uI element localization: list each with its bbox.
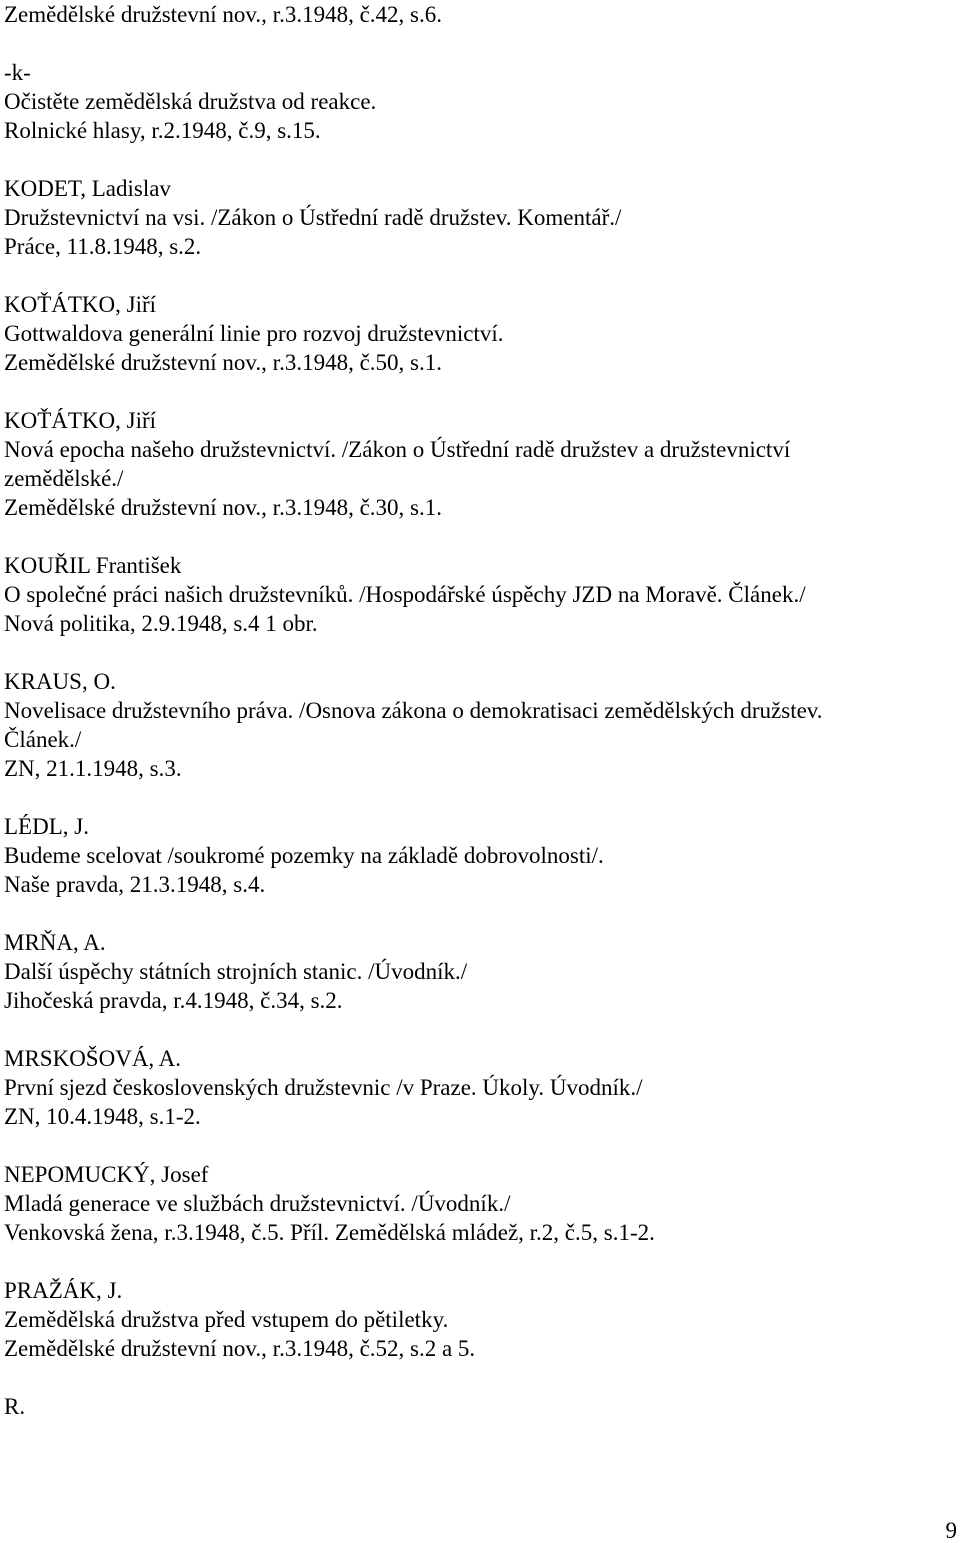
entry-title: Mladá generace ve službách družstevnictví. /Úvodník./ <box>4 1191 511 1216</box>
entry-title-continued: Článek./ <box>4 727 82 752</box>
bibliography-entry <box>4 1044 954 1131</box>
entry-author: MRSKOŠOVÁ, A. <box>4 1046 182 1071</box>
entry-source: Zemědělské družstevní nov., r.3.1948, č.50, s.1. <box>4 350 442 375</box>
bibliography-entry <box>4 406 954 522</box>
entry-author: PRAŽÁK, J. <box>4 1278 123 1303</box>
entry-source: ZN, 10.4.1948, s.1-2. <box>4 1104 201 1129</box>
entry-source: Práce, 11.8.1948, s.2. <box>4 234 202 259</box>
entry-author: KOŤÁTKO, Jiří <box>4 408 157 433</box>
entry-source: ZN, 21.1.1948, s.3. <box>4 756 182 781</box>
entry-author: MRŇA, A. <box>4 930 106 955</box>
entry-source: Rolnické hlasy, r.2.1948, č.9, s.15. <box>4 118 321 143</box>
bibliography-page <box>4 0 954 1450</box>
entry-source: Naše pravda, 21.3.1948, s.4. <box>4 872 266 897</box>
entry-source: Zemědělské družstevní nov., r.3.1948, č.30, s.1. <box>4 495 442 520</box>
entry-source: Nová politika, 2.9.1948, s.4 1 obr. <box>4 611 318 636</box>
bibliography-entry <box>4 1276 954 1363</box>
entry-author: R. <box>4 1394 26 1419</box>
bibliography-entry <box>4 58 954 145</box>
bibliography-entry <box>4 290 954 377</box>
entry-title: Novelisace družstevního práva. /Osnova zákona o demokratisaci zemědělských družstev. <box>4 698 823 723</box>
entry-title: Zemědělská družstva před vstupem do pětiletky. <box>4 1307 449 1332</box>
bibliography-entry <box>4 667 954 783</box>
page-number: 9 <box>945 1518 957 1543</box>
entry-source: Zemědělské družstevní nov., r.3.1948, č.52, s.2 a 5. <box>4 1336 476 1361</box>
entry-author: KODET, Ladislav <box>4 176 171 201</box>
entry-title: Další úspěchy státních strojních stanic. /Úvodník./ <box>4 959 468 984</box>
entry-author: NEPOMUCKÝ, Josef <box>4 1162 209 1187</box>
entry-title: O společné práci našich družstevníků. /Hospodářské úspěchy JZD na Moravě. Článek./ <box>4 582 806 607</box>
bibliography-entry <box>4 174 954 261</box>
bibliography-entry <box>4 928 954 1015</box>
entry-source: Jihočeská pravda, r.4.1948, č.34, s.2. <box>4 988 343 1013</box>
entry-author: KOUŘIL František <box>4 553 182 578</box>
entry-title: Družstevnictví na vsi. /Zákon o Ústřední radě družstev. Komentář./ <box>4 205 622 230</box>
entry-author: KOŤÁTKO, Jiří <box>4 292 157 317</box>
entry-author: LÉDL, J. <box>4 814 89 839</box>
bibliography-entry <box>4 1392 954 1421</box>
bibliography-entry <box>4 0 954 29</box>
bibliography-entry <box>4 812 954 899</box>
entry-line: Zemědělské družstevní nov., r.3.1948, č.42, s.6. <box>4 2 442 27</box>
entry-author: -k- <box>4 60 31 85</box>
entry-source: Venkovská žena, r.3.1948, č.5. Příl. Zemědělská mládež, r.2, č.5, s.1-2. <box>4 1220 655 1245</box>
entry-title-continued: zemědělské./ <box>4 466 124 491</box>
bibliography-entry <box>4 551 954 638</box>
entry-title: Gottwaldova generální linie pro rozvoj družstevnictví. <box>4 321 504 346</box>
bibliography-entry <box>4 1160 954 1247</box>
entry-title: Očistěte zemědělská družstva od reakce. <box>4 89 377 114</box>
entry-author: KRAUS, O. <box>4 669 116 694</box>
entry-title: Nová epocha našeho družstevnictví. /Zákon o Ústřední radě družstev a družstevnictví <box>4 437 791 462</box>
entry-title: Budeme scelovat /soukromé pozemky na základě dobrovolnosti/. <box>4 843 604 868</box>
entry-title: První sjezd československých družstevnic /v Praze. Úkoly. Úvodník./ <box>4 1075 643 1100</box>
